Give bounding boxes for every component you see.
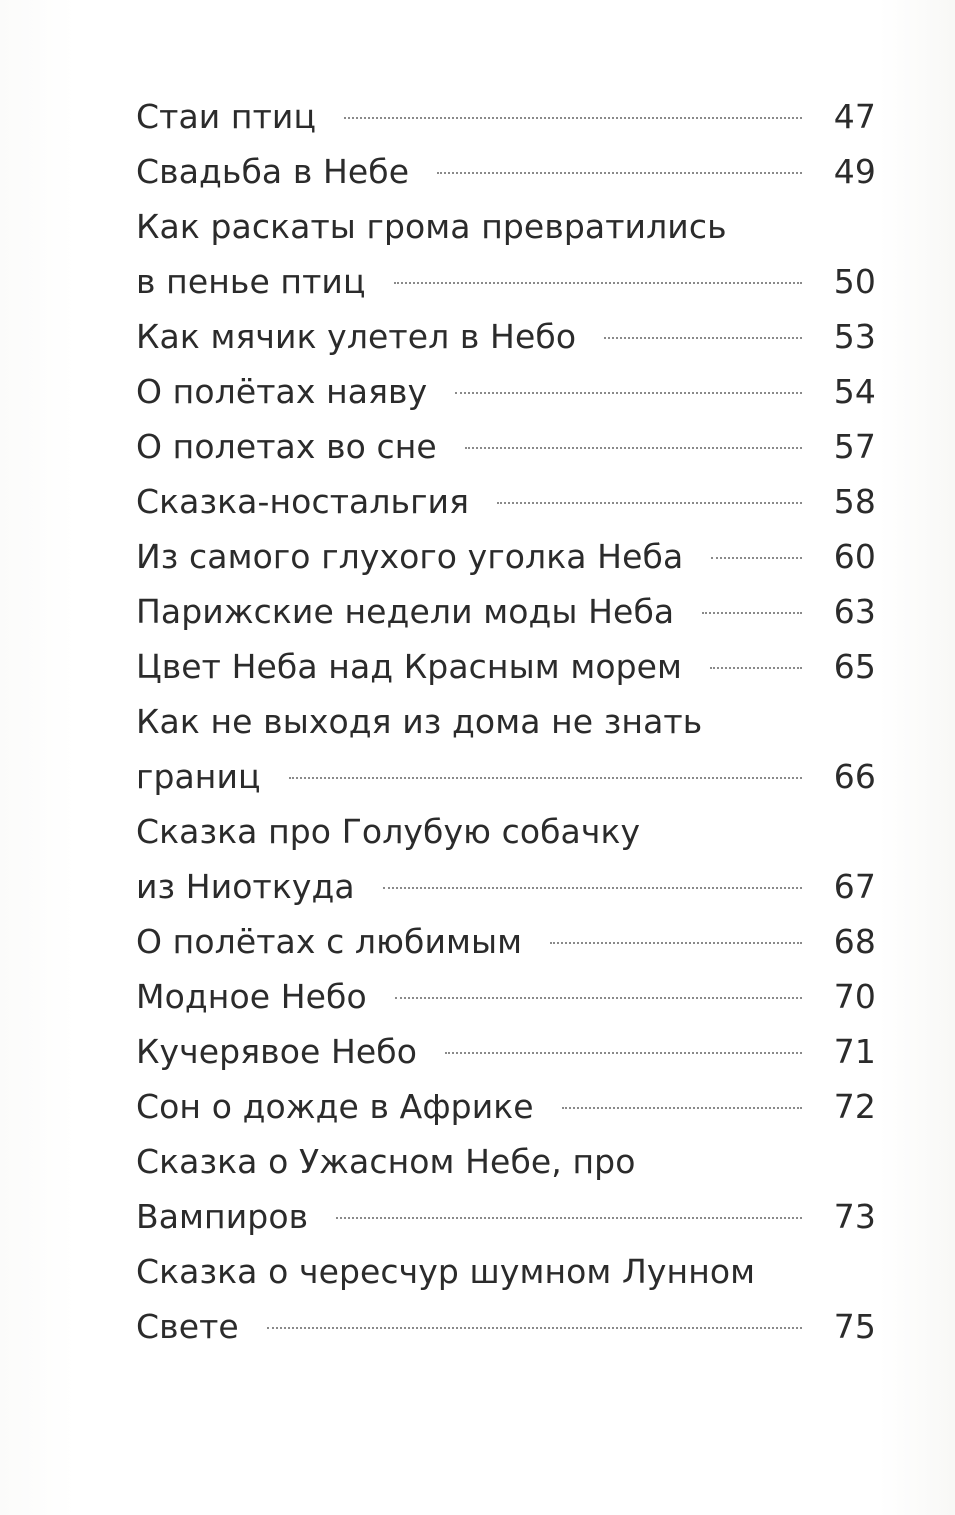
toc-entry-title-line: Как не выходя из дома не знать	[136, 702, 703, 741]
dot-leader	[445, 1052, 802, 1054]
toc-entry-row	[136, 914, 876, 969]
toc-entry-title-line: Стаи птиц	[136, 97, 317, 136]
toc-entry-title-line: Свете	[136, 1307, 239, 1346]
dot-leader	[395, 997, 802, 999]
dot-leader	[394, 282, 802, 284]
toc-entry-title-line: в пенье птиц	[136, 262, 366, 301]
dot-leader	[711, 557, 802, 559]
toc-entry-row	[136, 529, 876, 584]
dot-leader	[702, 612, 802, 614]
page-number: 71	[833, 1032, 876, 1071]
toc-entry-row	[136, 1079, 876, 1134]
page-number: 49	[833, 152, 876, 191]
toc-entry	[136, 1134, 876, 1244]
toc-entry	[136, 1079, 876, 1134]
toc-entry-title-line: Сон о дожде в Африке	[136, 1087, 534, 1126]
toc-entry-row	[136, 89, 876, 144]
toc-entry-row	[136, 584, 876, 639]
page-number: 47	[833, 97, 876, 136]
toc-entry	[136, 474, 876, 529]
page-number: 70	[833, 977, 876, 1016]
page-number: 66	[833, 757, 876, 796]
toc-entry-title-line: Кучерявое Небо	[136, 1032, 418, 1071]
toc-entry-title-line: Вампиров	[136, 1197, 309, 1236]
page-number: 75	[833, 1307, 876, 1346]
page-number: 63	[833, 592, 876, 631]
toc-entry-title-line: О полетах во сне	[136, 427, 437, 466]
page-number: 67	[833, 867, 876, 906]
dot-leader	[497, 502, 802, 504]
toc-entry	[136, 364, 876, 419]
toc-entry-row	[136, 419, 876, 474]
toc-entry	[136, 199, 876, 309]
dot-leader	[455, 392, 802, 394]
toc-entry-title-line: Как раскаты грома превратились	[136, 207, 727, 246]
toc-entry-row	[136, 1189, 876, 1244]
toc-entry-title-line: Сказка о чересчур шумном Лунном	[136, 1252, 756, 1291]
toc-entry	[136, 804, 876, 914]
toc-entry-title-line: Сказка о Ужасном Небе, про	[136, 1142, 636, 1181]
page-number: 50	[833, 262, 876, 301]
page-number: 65	[833, 647, 876, 686]
dot-leader	[383, 887, 802, 889]
dot-leader	[344, 117, 802, 119]
toc-entry	[136, 694, 876, 804]
dot-leader	[550, 942, 802, 944]
dot-leader	[336, 1217, 802, 1219]
dot-leader	[465, 447, 802, 449]
toc-entry	[136, 144, 876, 199]
toc-entry-row	[136, 1024, 876, 1079]
toc-entry-row	[136, 749, 876, 804]
dot-leader	[604, 337, 802, 339]
page-number: 60	[833, 537, 876, 576]
toc-entry-title-line: Из самого глухого уголка Неба	[136, 537, 684, 576]
dot-leader	[437, 172, 802, 174]
toc-entry-row	[136, 254, 876, 309]
page-number: 53	[833, 317, 876, 356]
toc-entry-title-line: Свадьба в Небе	[136, 152, 410, 191]
toc-entry	[136, 639, 876, 694]
toc-entry	[136, 529, 876, 584]
page-number: 58	[833, 482, 876, 521]
dot-leader	[267, 1327, 802, 1329]
toc-entry-title-line: из Ниоткуда	[136, 867, 355, 906]
toc-entry-row	[136, 144, 876, 199]
toc-entry-title-line: О полётах наяву	[136, 372, 428, 411]
toc-entry-row	[136, 474, 876, 529]
page-number: 54	[833, 372, 876, 411]
toc-entry-title-line: границ	[136, 757, 261, 796]
toc-entry	[136, 419, 876, 474]
toc-entry-row	[136, 1299, 876, 1354]
toc-entry-row	[136, 859, 876, 914]
toc-entry-title-line: Парижские недели моды Неба	[136, 592, 675, 631]
dot-leader	[710, 667, 802, 669]
toc-entry-title-line: О полётах с любимым	[136, 922, 523, 961]
page-number: 73	[833, 1197, 876, 1236]
table-of-contents	[136, 89, 876, 1354]
toc-entry	[136, 309, 876, 364]
toc-entry-row	[136, 639, 876, 694]
toc-entry-title-line: Сказка-ностальгия	[136, 482, 470, 521]
dot-leader	[289, 777, 802, 779]
toc-entry	[136, 914, 876, 969]
toc-entry-row	[136, 364, 876, 419]
toc-entry-title-line: Цвет Неба над Красным морем	[136, 647, 683, 686]
toc-entry-row	[136, 309, 876, 364]
toc-entry	[136, 969, 876, 1024]
toc-entry	[136, 1244, 876, 1354]
toc-entry-title-line: Сказка про Голубую собачку	[136, 812, 641, 851]
page-number: 72	[833, 1087, 876, 1126]
page-number: 57	[833, 427, 876, 466]
toc-entry	[136, 89, 876, 144]
toc-entry	[136, 584, 876, 639]
dot-leader	[562, 1107, 802, 1109]
page-number: 68	[833, 922, 876, 961]
toc-entry	[136, 1024, 876, 1079]
toc-entry-title-line: Модное Небо	[136, 977, 367, 1016]
toc-entry-row	[136, 969, 876, 1024]
toc-entry-title-line: Как мячик улетел в Небо	[136, 317, 577, 356]
